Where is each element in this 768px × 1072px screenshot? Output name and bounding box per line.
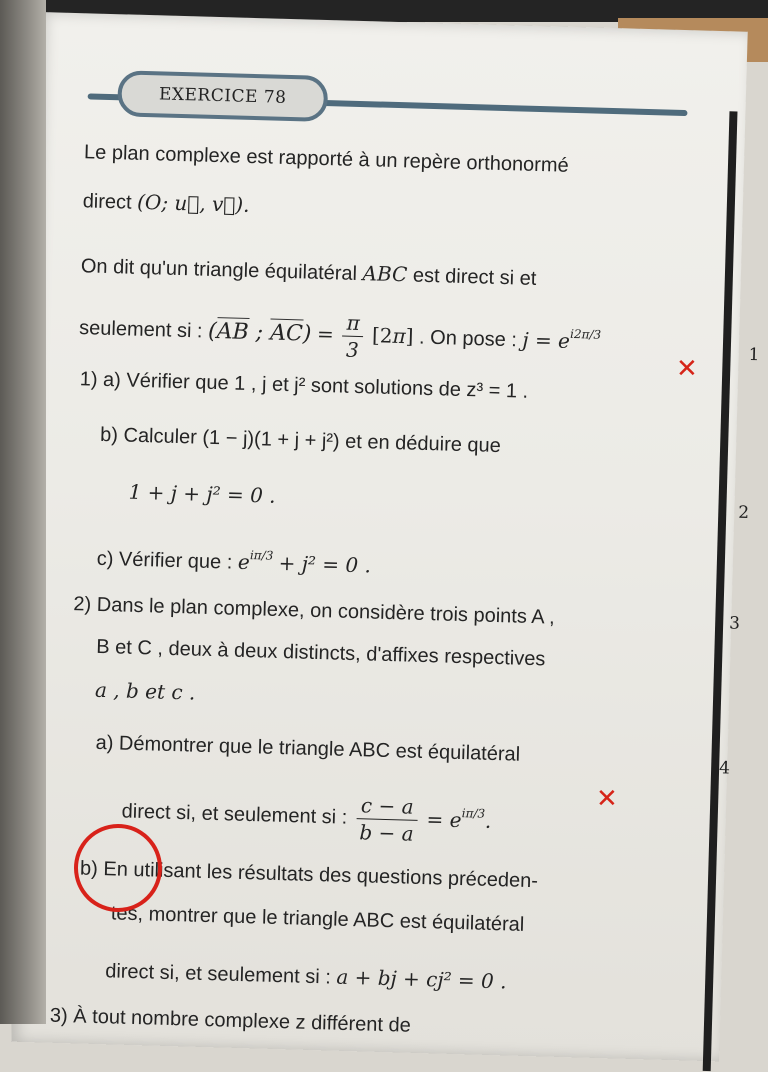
question-math: + j² = 0 . <box>278 550 372 578</box>
question-2-line-2: B et C , deux à deux distincts, d'affixes respectives <box>95 635 546 671</box>
red-x-mark: ✕ <box>596 784 618 814</box>
exponential-term: $e^{i\pi/3}$ <box>237 548 274 575</box>
question-1b-line-1: b) Calculer (1 − j)(1 + j + j²) et en déduire que <box>99 423 502 458</box>
question-text: c) Vérifier que : <box>96 547 233 574</box>
intro-line-1: Le plan complexe est rapporté à un repère orthonormé <box>83 141 569 177</box>
side-number: 4 <box>718 758 731 779</box>
side-number: 1 <box>748 344 760 366</box>
definition-text: seulement si : <box>78 317 203 343</box>
page-divider <box>703 111 741 1071</box>
triangle-name: ABC <box>362 261 408 287</box>
definition-text: . On pose : <box>418 326 518 352</box>
definition-line-1 <box>81 253 537 291</box>
intro-line-2 <box>82 188 249 218</box>
exercise-badge <box>117 70 328 122</box>
side-number: 2 <box>738 502 750 523</box>
question-3: 3) À tout nombre complexe z différent de <box>49 1004 412 1037</box>
question-2b-line-3 <box>105 958 507 994</box>
intro-text: direct <box>82 190 132 214</box>
question-1b-line-2: 1 + j + j² = 0 . <box>128 479 276 508</box>
red-x-mark: ✕ <box>676 354 698 384</box>
question-1a: 1) a) Vérifier que 1 , j et j² sont solutions de z³ = 1 . <box>79 368 529 403</box>
exercise-title: EXERCICE 78 <box>158 84 287 108</box>
question-2a-line-1: a) Démontrer que le triangle ABC est équilatéral <box>95 731 521 766</box>
ratio-fraction: $\frac{c - a}{b - a}$ <box>355 793 419 846</box>
question-2b-line-1: b) En utilisant les résultats des questions préceden- <box>79 857 539 893</box>
pi-over-3: $\frac{\pi}{3}$ <box>342 311 365 363</box>
question-2b-line-2: tes, montrer que le triangle ABC est équilatéral <box>110 902 525 936</box>
frame-math: (O; u⃗, v⃗). <box>136 189 250 217</box>
question-2-line-1: 2) Dans le plan complexe, on considère trois points A , <box>73 593 555 629</box>
definition-text: est direct si et <box>412 264 537 290</box>
question-1c <box>96 544 371 579</box>
j-definition: $j = e^{i2\pi/3}$ <box>522 326 602 353</box>
question-text: direct si, et seulement si : <box>121 800 348 829</box>
question-2a-line-2: direct si, et seulement si : $\frac{c - a}{b - a}$ = $e^{i\pi/3}$. <box>121 793 492 846</box>
angle-formula: (AB ; AC) <box>207 318 312 347</box>
question-2-line-3: a , b et c . <box>94 677 196 705</box>
definition-line-2: seulement si : (AB ; AC) = $\frac{\pi}{3}$ [2π] . On pose : $j = e^{i2\pi/3}$ <box>78 310 602 363</box>
question-text: direct si, et seulement si : <box>104 960 332 989</box>
side-number: 3 <box>728 613 741 634</box>
question-math: a + bj + cj² = 0 . <box>336 964 507 994</box>
definition-text: On dit qu'un triangle équilatéral <box>80 255 358 285</box>
book-spine-shadow <box>0 0 46 1024</box>
